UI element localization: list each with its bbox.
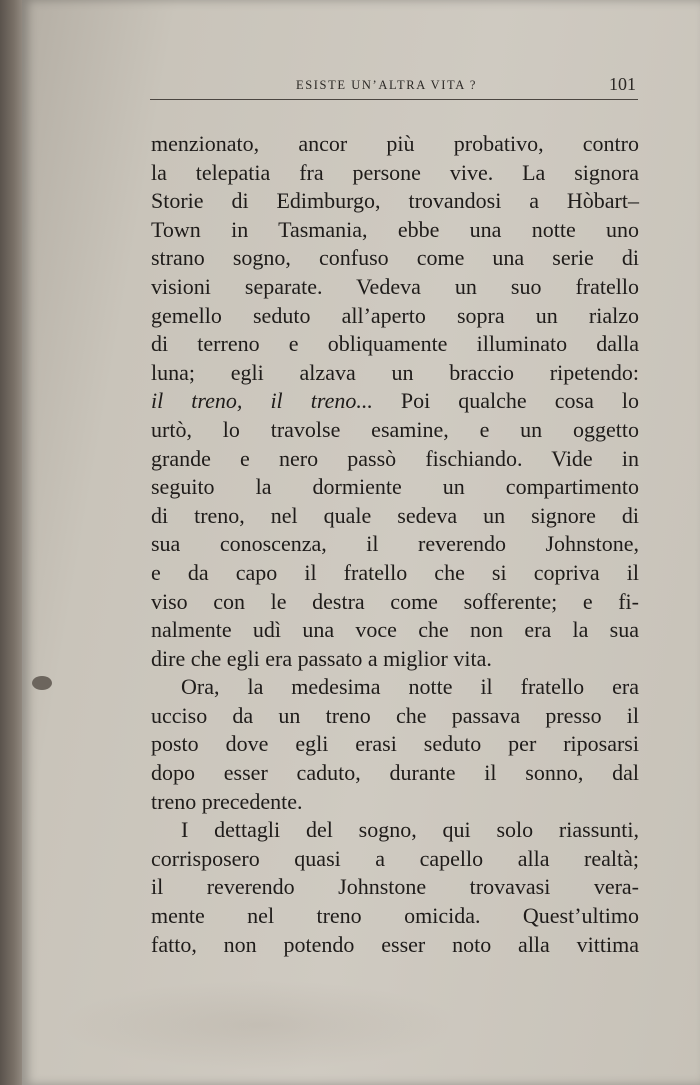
text-line: gemello seduto all’aperto sopra un rialzo: [151, 302, 639, 328]
text-line: ucciso da un treno che passava presso il: [151, 702, 639, 728]
text-line: Ora, la medesima notte il fratello era: [181, 674, 639, 700]
body-text: [151, 130, 639, 959]
page-header: [150, 74, 638, 100]
text-line: menzionato, ancor più probativo, contro: [151, 131, 639, 156]
text-line: nalmente udì una voce che non era la sua: [151, 617, 639, 643]
text-line: I dettagli del sogno, qui solo riassunti,: [181, 817, 639, 843]
page-tear: [32, 676, 52, 690]
text-line: fatto, non potendo esser noto alla vittima: [151, 931, 639, 957]
text-line: mente nel treno omicida. Quest’ultimo: [151, 903, 639, 929]
text-line: treno precedente.: [151, 788, 303, 814]
text-line: urtò, lo travolse esamine, e un oggetto: [151, 416, 639, 442]
text-line: Storie di Edimburgo, trovandosi a Hòbart–: [151, 188, 639, 214]
text-line: strano sogno, confuso come una serie di: [151, 245, 639, 271]
text-line: dopo esser caduto, durante il sonno, dal: [151, 760, 639, 786]
text-line: viso con le destra come sofferente; e fi-: [151, 588, 639, 614]
text-line: seguito la dormiente un compartimento: [151, 474, 639, 500]
paper-stain: [60, 980, 460, 1070]
text-line: corrisposero quasi a capello alla realtà;: [151, 845, 639, 871]
text-line: dire che egli era passato a miglior vita.: [151, 645, 492, 671]
text-line: Town in Tasmania, ebbe una notte uno: [151, 216, 639, 242]
text-fragment: Poi qualche cosa lo: [400, 388, 639, 414]
text-line: la telepatia fra persone vive. La signora: [151, 159, 639, 185]
page-number: 101: [609, 74, 636, 94]
text-line: il reverendo Johnstone trovavasi vera-: [151, 874, 639, 900]
running-head: ESISTE UN’ALTRA VITA ?: [296, 78, 478, 92]
header-rule: [150, 99, 638, 100]
text-line: di treno, nel quale sedeva un signore di: [151, 502, 639, 528]
text-line: sua conoscenza, il reverendo Johnstone,: [151, 531, 639, 557]
text-line: e da capo il fratello che si copriva il: [151, 559, 639, 585]
text-line: luna; egli alzava un braccio ripetendo:: [151, 359, 639, 385]
text-line: visioni separate. Vedeva un suo fratello: [151, 273, 639, 299]
text-line: grande e nero passò fischiando. Vide in: [151, 445, 639, 471]
text-line: di terreno e obliquamente illuminato dalla: [151, 331, 639, 357]
italic-phrase: il treno, il treno...: [151, 388, 373, 414]
text-line-mixed: [151, 387, 639, 416]
text-line: posto dove egli erasi seduto per riposarsi: [151, 731, 639, 757]
